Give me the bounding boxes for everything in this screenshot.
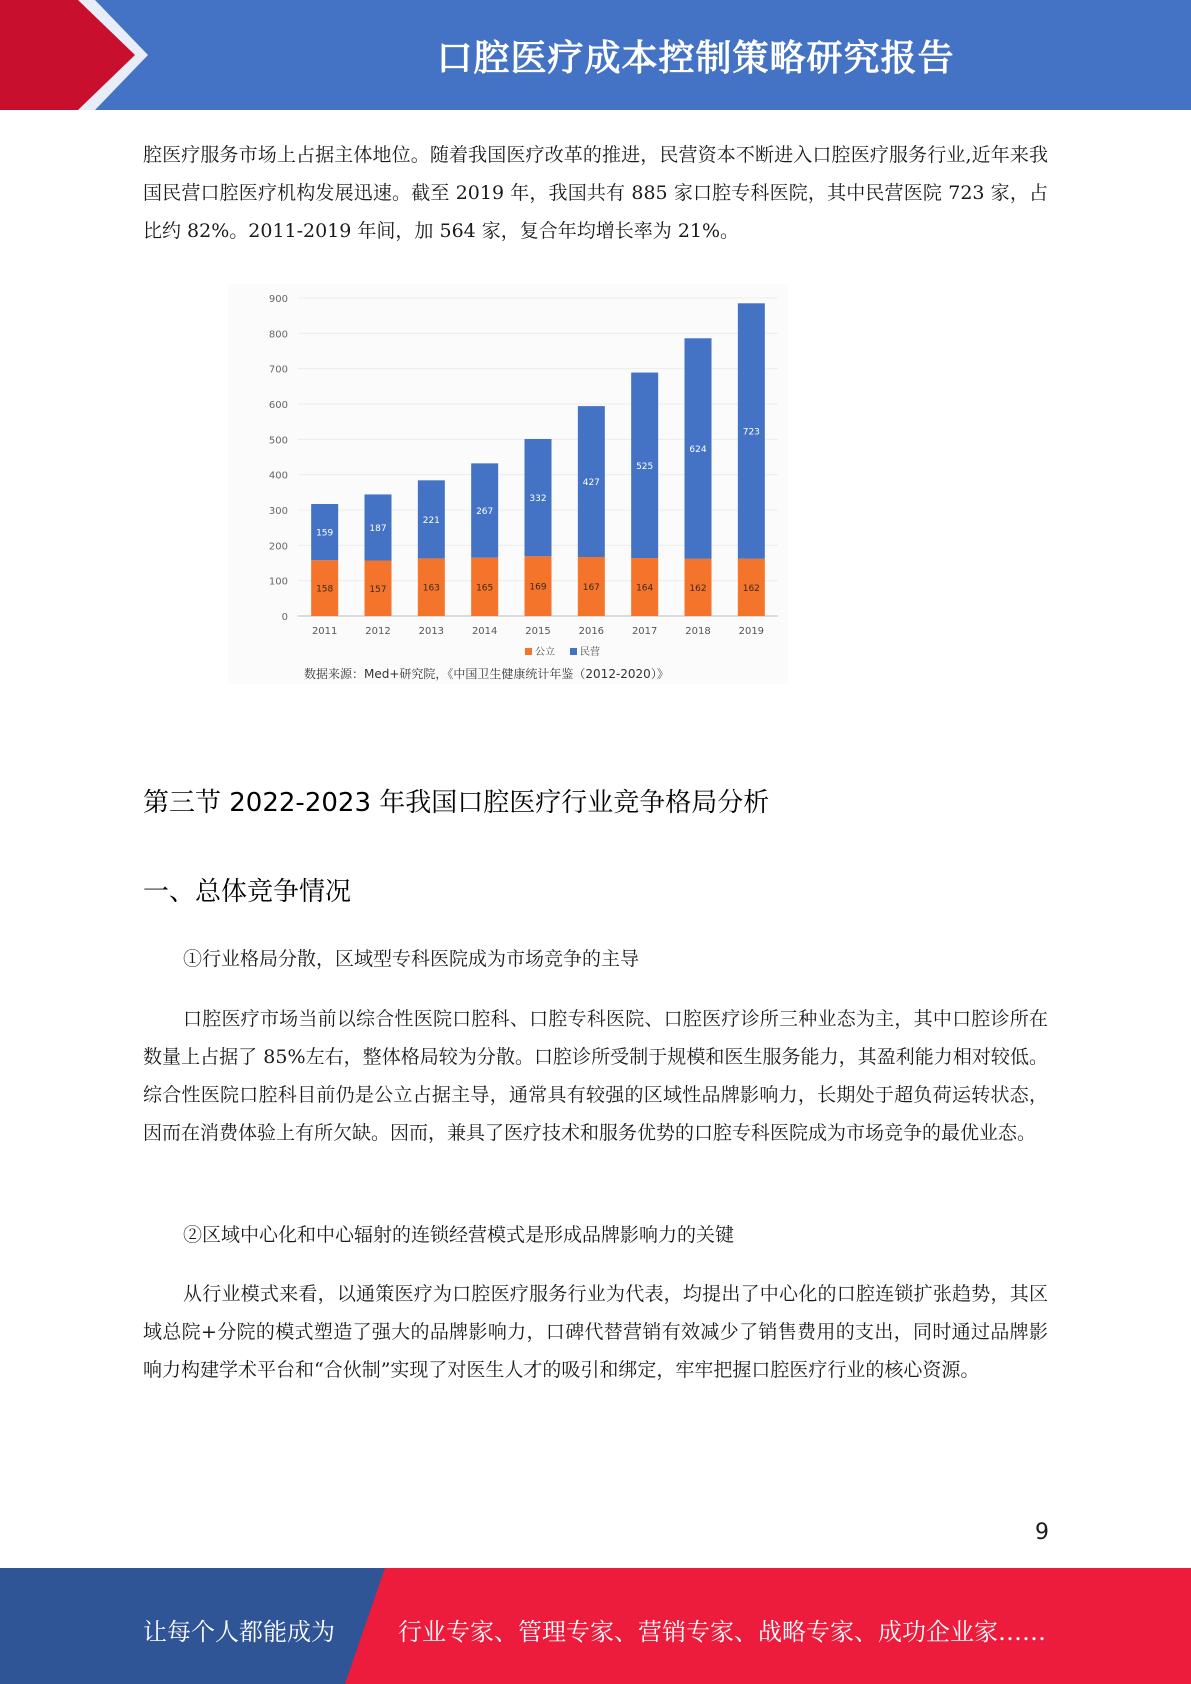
- bar-data-label: 427: [582, 478, 600, 489]
- point2-title: ②区域中心化和中心辐射的连锁经营模式是形成品牌影响力的关键: [183, 1224, 735, 1246]
- section-title: 第三节 2022-2023 年我国口腔医疗行业竞争格局分析: [143, 788, 770, 818]
- x-tick-label: 2016: [578, 626, 605, 637]
- page-number: 9: [1035, 1520, 1049, 1545]
- bar-data-label: 267: [476, 507, 494, 518]
- legend-swatch: [525, 648, 532, 655]
- bar-data-label: 221: [422, 515, 440, 526]
- x-tick-label: 2017: [631, 626, 658, 637]
- bar-data-label: 164: [636, 583, 654, 594]
- y-tick-label: 700: [268, 364, 288, 376]
- header-title: 口腔医疗成本控制策略研究报告: [436, 38, 955, 79]
- x-tick-label: 2018: [685, 626, 711, 637]
- bar-data-label: 723: [742, 427, 760, 438]
- bar-data-label: 525: [636, 461, 654, 472]
- bar-data-label: 167: [582, 582, 600, 593]
- footer-left-text: 让每个人都能成为: [143, 1618, 335, 1646]
- legend-label: 公立: [535, 647, 555, 658]
- x-tick-label: 2012: [365, 626, 391, 637]
- bar-data-label: 169: [529, 582, 547, 593]
- x-tick-label: 2013: [418, 626, 445, 637]
- point1-title: ①行业格局分散，区域型专科医院成为市场竞争的主导: [183, 948, 640, 970]
- bar-data-label: 157: [369, 584, 387, 595]
- page-header: [0, 0, 1191, 110]
- x-tick-label: 2019: [738, 626, 765, 637]
- bar-data-label: 159: [316, 528, 334, 539]
- legend-label: 民营: [580, 647, 600, 658]
- footer-right-text: 行业专家、管理专家、营销专家、战略专家、成功企业家……: [398, 1618, 1046, 1646]
- subsection-title: 一、总体竞争情况: [143, 877, 352, 907]
- bar-data-label: 624: [689, 445, 707, 456]
- chart-svg: [228, 284, 788, 684]
- y-tick-label: 500: [268, 435, 288, 447]
- legend-swatch: [570, 648, 577, 655]
- y-tick-label: 200: [268, 541, 288, 553]
- bar-data-label: 158: [316, 584, 334, 595]
- bar-data-label: 187: [369, 523, 387, 534]
- y-tick-label: 300: [268, 506, 288, 517]
- y-tick-label: 0: [281, 612, 288, 623]
- x-tick-label: 2014: [471, 626, 498, 637]
- chart-source-note: 数据来源：Med+研究院，《中国卫生健康统计年鉴（2012-2020）》: [304, 667, 669, 681]
- bar-data-label: 165: [476, 583, 494, 594]
- page-footer: [0, 1568, 1191, 1684]
- y-tick-label: 400: [268, 470, 288, 482]
- intro-paragraph: 腔医疗服务市场上占据主体地位。随着我国医疗改革的推进，民营资本不断进入口腔医疗服务行业,近年来我国民营口腔医疗机构发展迅速。截至 2019 年，我国共有 885 家口腔专科医院，其中民营医院 723 家，占比约 82%。2011-2019 年间，加 564 家，复合年均增长率为 21%。: [143, 144, 1048, 242]
- bar-data-label: 162: [742, 583, 760, 594]
- y-tick-label: 100: [268, 576, 288, 588]
- bar-data-label: 163: [422, 583, 440, 594]
- y-tick-label: 800: [268, 329, 288, 341]
- bar-chart: [228, 284, 788, 684]
- x-tick-label: 2015: [525, 626, 551, 637]
- x-tick-label: 2011: [311, 626, 338, 637]
- point2-body: 从行业模式来看，以通策医疗为口腔医疗服务行业为代表，均提出了中心化的口腔连锁扩张趋势，其区域总院+分院的模式塑造了强大的品牌影响力，口碑代替营销有效减少了销售费用的支出，同时通过品牌影响力构建学术平台和“合伙制”实现了对医生人才的吸引和绑定，牢牢把握口腔医疗行业的核心资源。: [143, 1283, 1048, 1381]
- bar-data-label: 162: [689, 583, 707, 594]
- y-tick-label: 600: [268, 400, 288, 411]
- bar-data-label: 332: [529, 494, 547, 505]
- y-tick-label: 900: [268, 294, 288, 305]
- point1-body: 口腔医疗市场当前以综合性医院口腔科、口腔专科医院、口腔医疗诊所三种业态为主，其中口腔诊所在数量上占据了 85%左右，整体格局较为分散。口腔诊所受制于规模和医生服务能力，其盈利能力相对较低。综合性医院口腔科目前仍是公立占据主导，通常具有较强的区域性品牌影响力，长期处于超负荷运转状态，因而在消费体验上有所欠缺。因而，兼具了医疗技术和服务优势的口腔专科医院成为市场竞争的最优业态。: [143, 1008, 1048, 1144]
